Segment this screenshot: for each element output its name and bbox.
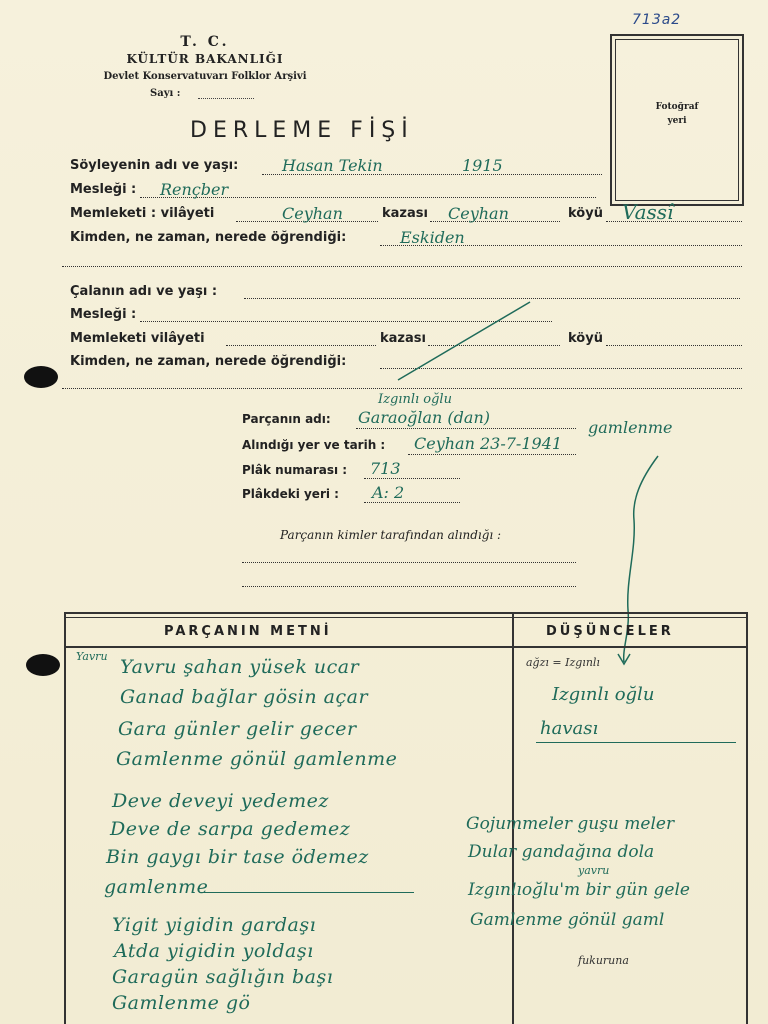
- lyric-line-12: Gamlenme gö: [112, 992, 251, 1014]
- singer-age-value: 1915: [462, 156, 503, 175]
- strike-line: [390, 296, 540, 386]
- lyric-line-7: Bin gaygı bir tase ödemez: [106, 846, 369, 868]
- singer-job-value: Rençber: [160, 180, 229, 199]
- thoughts-footnote: fukuruna: [578, 954, 629, 967]
- piece-record-side-label: Plâkdeki yeri :: [242, 487, 339, 501]
- piece-name-extra: gamlenme: [588, 418, 673, 437]
- thoughts-verse-4: Gamlenme gönül gaml: [470, 910, 665, 930]
- piece-name-value: Garaoğlan (dan): [358, 408, 490, 427]
- lyric-divider: [200, 892, 414, 893]
- archive-number: 713a2: [632, 12, 682, 28]
- singer-district-label: kazası: [382, 206, 428, 221]
- singer-province-value: Ceyhan: [282, 204, 343, 223]
- photo-label: [612, 100, 742, 128]
- punch-hole-top: [24, 366, 58, 388]
- piece-record-no-value: 713: [370, 459, 401, 478]
- lyric-line-8: gamlenme: [104, 876, 209, 898]
- thoughts-line-2: havası: [540, 718, 599, 739]
- recorded-by-label: Parçanın kimler tarafından alındığı :: [280, 528, 502, 542]
- player-extra-line: [62, 388, 742, 389]
- thoughts-column-header: DÜŞÜNCELER: [546, 624, 674, 639]
- header-tc: T. C.: [180, 34, 230, 50]
- piece-place-date-line: [408, 454, 576, 455]
- piece-name-line: [356, 428, 576, 429]
- singer-extra-line: [62, 266, 742, 267]
- photo-box: [610, 34, 744, 206]
- player-hometown-label: Memleketi vilâyeti: [70, 331, 205, 346]
- player-district-label: kazası: [380, 331, 426, 346]
- lyric-line-10: Atda yigidin yoldaşı: [114, 940, 314, 962]
- piece-record-no-label: Plâk numarası :: [242, 463, 348, 477]
- thoughts-line-1: Izgınlı oğlu: [552, 684, 655, 705]
- thoughts-top-note: ağzı = Izgınlı: [526, 656, 600, 669]
- singer-learned-label: Kimden, ne zaman, nerede öğrendiği:: [70, 230, 347, 245]
- piece-place-date-value: Ceyhan 23-7-1941: [414, 434, 563, 453]
- player-province-line: [226, 345, 376, 346]
- lyric-line-3: Gara günler gelir gecer: [118, 718, 357, 740]
- lyric-line-1: Yavru şahan yüsek ucar: [120, 656, 360, 678]
- thoughts-verse-1: Gojummeler guşu meler: [466, 814, 675, 834]
- piece-name-note: Izgınlı oğlu: [378, 392, 452, 407]
- singer-district-value: Ceyhan: [448, 204, 509, 223]
- table-header-rule: [64, 646, 746, 648]
- table-top-rule-inner: [64, 617, 746, 618]
- singer-learned-value: Eskiden: [400, 228, 465, 247]
- lyric-line-5: Deve deveyi yedemez: [112, 790, 329, 812]
- text-note: Yavru: [76, 650, 108, 663]
- photo-label-line1: Fotoğraf: [655, 102, 699, 112]
- recorded-by-line-2: [242, 586, 576, 587]
- lyric-line-4: Gamlenme gönül gamlenme: [116, 748, 398, 770]
- player-village-line: [606, 345, 742, 346]
- singer-village-value: Vassî: [622, 200, 674, 224]
- singer-job-label: Mesleği :: [70, 182, 137, 197]
- lyric-line-9: Yigit yigidin gardaşı: [112, 914, 317, 936]
- thoughts-footnote-above: yavru: [578, 864, 610, 877]
- singer-hometown-label: Memleketi : vilâyeti: [70, 206, 215, 221]
- sayi-label: Sayı :: [150, 88, 181, 99]
- thoughts-verse-3: Izgınlıoğlu'm bir gün gele: [468, 880, 690, 900]
- player-learned-label: Kimden, ne zaman, nerede öğrendiği:: [70, 354, 347, 369]
- singer-village-label: köyü: [568, 206, 603, 221]
- header-ministry: KÜLTÜR BAKANLIĞI: [126, 52, 284, 66]
- table-top-rule: [64, 612, 746, 614]
- photo-label-line2: yeri: [667, 116, 687, 126]
- lyric-line-6: Deve de sarpa gedemez: [110, 818, 351, 840]
- thoughts-underline: [536, 742, 736, 743]
- singer-name-age-label: Söyleyenin adı ve yaşı:: [70, 158, 239, 173]
- piece-record-no-line: [364, 478, 460, 479]
- player-name-age-label: Çalanın adı ve yaşı :: [70, 284, 218, 299]
- header-department: Devlet Konservatuvarı Folklor Arşivi: [103, 71, 307, 82]
- player-village-label: köyü: [568, 331, 603, 346]
- text-column-header: PARÇANIN METNİ: [164, 624, 332, 639]
- page-title: DERLEME FİŞİ: [190, 118, 414, 143]
- piece-place-date-label: Alındığı yer ve tarih :: [242, 438, 386, 452]
- recorded-by-line-1: [242, 562, 576, 563]
- punch-hole-bottom: [26, 654, 60, 676]
- singer-name-value: Hasan Tekin: [282, 156, 383, 175]
- piece-record-side-line: [364, 502, 460, 503]
- thoughts-verse-2: Dular gandağına dola: [468, 842, 655, 862]
- lyric-line-11: Garagün sağlığın başı: [112, 966, 334, 988]
- piece-name-label: Parçanın adı:: [242, 412, 331, 426]
- lyric-line-2: Ganad bağlar gösin açar: [120, 686, 369, 708]
- piece-record-side-value: A: 2: [372, 483, 405, 502]
- player-job-label: Mesleği :: [70, 307, 137, 322]
- sayi-line: [198, 98, 254, 99]
